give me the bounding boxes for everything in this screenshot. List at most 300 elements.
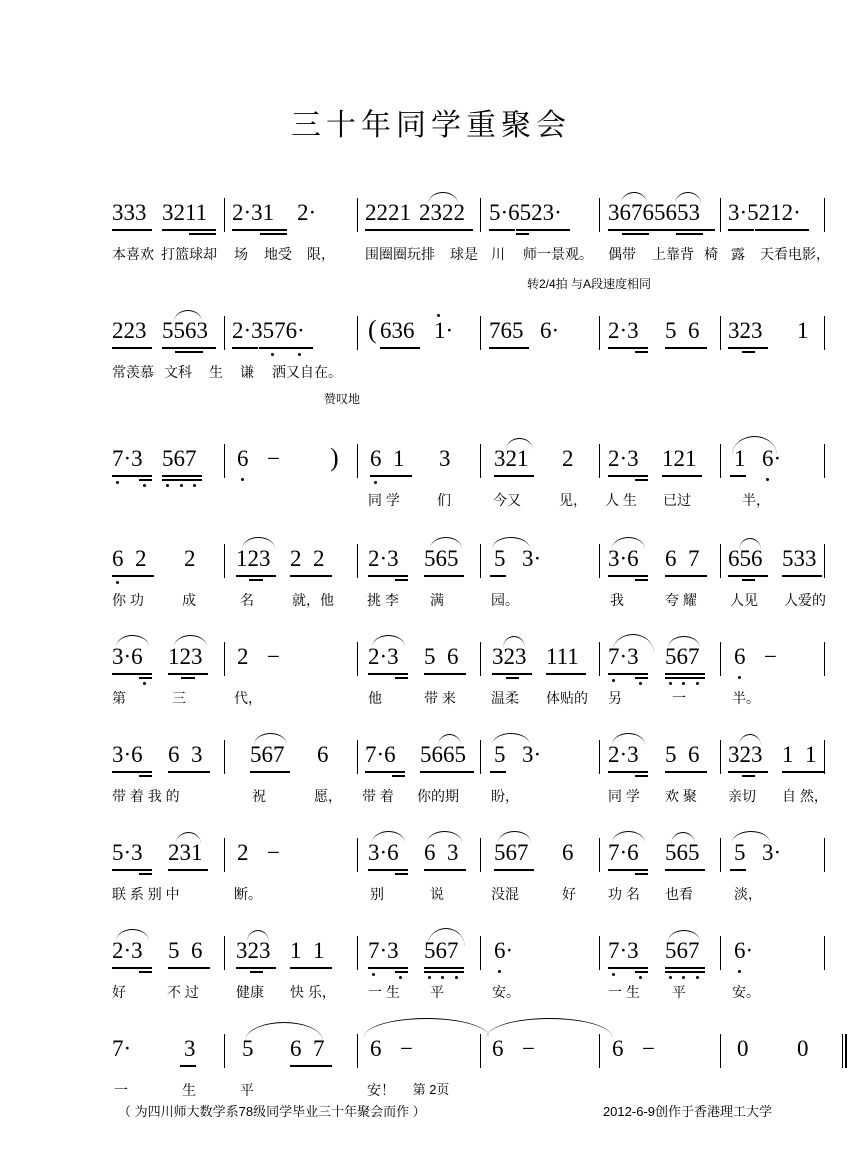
beam-line <box>635 971 648 973</box>
note-group: 2 <box>184 546 196 571</box>
octave-dot-low <box>241 478 244 481</box>
rest-note: 0 <box>797 1036 809 1061</box>
barline <box>357 198 358 232</box>
octave-dot-low <box>372 973 375 976</box>
beam-line <box>516 229 570 231</box>
lyric-syllable: 断。 <box>234 886 262 902</box>
beam-line <box>232 229 287 231</box>
note-group: 3 <box>184 1036 196 1061</box>
barline <box>720 936 721 970</box>
barline <box>720 316 721 350</box>
beam-line <box>490 575 506 577</box>
beam-line <box>181 677 195 679</box>
note-group: 567 <box>494 840 529 865</box>
barline <box>599 936 600 970</box>
lyric-syllable: 另 <box>608 690 622 706</box>
beam-line <box>175 351 203 353</box>
beam-line <box>546 673 586 675</box>
lyric-row <box>112 784 832 808</box>
barline <box>357 740 358 774</box>
beam-line <box>665 677 705 679</box>
beam-line <box>742 775 755 777</box>
beam-line <box>290 1065 332 1067</box>
lyric-syllable: 地受 <box>264 246 292 262</box>
octave-dot-low <box>193 484 196 487</box>
octave-dot-low <box>639 682 642 685</box>
lyric-syllable: 今又 <box>493 492 521 508</box>
barline <box>224 444 225 478</box>
beam-line <box>424 869 466 871</box>
beam-line <box>730 869 746 871</box>
note-group: 5 6 <box>168 938 203 963</box>
beam-line <box>665 869 705 871</box>
octave-dot-low <box>441 976 444 979</box>
note-group: 2·3 <box>608 742 639 767</box>
note-group: 565 <box>665 840 700 865</box>
beam-line <box>259 347 313 349</box>
note-group: 2·3576· <box>232 318 305 343</box>
barline <box>720 198 721 232</box>
beam-line <box>395 971 408 973</box>
beam-line <box>112 869 152 871</box>
lyric-syllable: 人 生 <box>605 492 637 508</box>
rest-note: 0 <box>737 1036 749 1061</box>
beam-line <box>368 869 408 871</box>
note-group: 6 <box>612 1036 624 1061</box>
beam-line <box>139 775 152 777</box>
barline <box>224 316 225 350</box>
note-group: 5563 <box>162 318 208 343</box>
note-group: 121 <box>662 446 697 471</box>
music-system-7 <box>112 830 782 928</box>
octave-dot-low <box>116 481 119 484</box>
note-group: 3·6 <box>112 644 143 669</box>
lyric-row <box>112 242 832 266</box>
note-group: 111 <box>546 644 579 669</box>
octave-dot-low <box>143 682 146 685</box>
barline <box>224 936 225 970</box>
beam-line <box>782 575 822 577</box>
note-group: 6· <box>494 938 514 963</box>
note-group: 2 <box>237 840 249 865</box>
barline <box>599 198 600 232</box>
barline <box>224 838 225 872</box>
octave-dot-low <box>428 976 431 979</box>
barline <box>480 838 481 872</box>
lyric-syllable: 你的期 <box>417 788 459 804</box>
octave-dot-low <box>766 478 769 481</box>
octave-dot-low <box>682 682 685 685</box>
lyric-syllable: 生 <box>209 364 223 380</box>
beam-line <box>608 673 648 675</box>
lyric-syllable: 上靠背 <box>652 246 694 262</box>
lyric-syllable: 你 功 <box>112 592 144 608</box>
barline <box>599 444 600 478</box>
note-group: 3·5212· <box>728 200 801 225</box>
barline <box>824 642 825 676</box>
lyric-syllable: 场 <box>234 246 248 262</box>
note-group: 6 <box>562 840 574 865</box>
parenthesis-close: ) <box>330 443 339 472</box>
lyric-row <box>112 686 832 710</box>
lyric-syllable: 生 <box>182 1082 196 1098</box>
barline <box>480 642 481 676</box>
dash-extender: − <box>267 446 280 471</box>
beam-line <box>139 971 152 973</box>
lyric-syllable: 偶带 <box>608 246 636 262</box>
note-group: 3·6 <box>112 742 143 767</box>
barline <box>357 936 358 970</box>
beam-line <box>112 229 152 231</box>
note-group: 2·31 <box>232 200 275 225</box>
lyric-syllable: 平 <box>430 984 444 1000</box>
lyric-syllable: 半， <box>742 492 770 508</box>
music-system-8 <box>112 928 772 1026</box>
beam-line <box>236 575 276 577</box>
beam-line <box>492 673 532 675</box>
beam-line <box>635 677 648 679</box>
note-group: 123 <box>168 644 203 669</box>
beam-line <box>424 673 466 675</box>
note-group: 6 <box>370 1036 382 1061</box>
octave-dot-low <box>498 970 501 973</box>
beam-line <box>742 579 755 581</box>
lyric-syllable: 谦 <box>240 364 254 380</box>
octave-dot-low <box>669 682 672 685</box>
octave-dot-low <box>143 484 146 487</box>
note-group: 533 <box>782 546 817 571</box>
lyric-syllable: 第 <box>112 690 126 706</box>
note-group: 567 <box>162 446 197 471</box>
octave-dot-low <box>738 970 741 973</box>
note-group: 6 1 <box>370 446 405 471</box>
lyric-syllable: 愿， <box>314 788 342 804</box>
beam-line <box>370 475 412 477</box>
barline <box>480 936 481 970</box>
note-group: 5 6 <box>424 644 459 669</box>
lyric-syllable: 园。 <box>491 592 519 608</box>
note-group: 7·6 <box>365 742 396 767</box>
lyric-syllable: 成 <box>182 592 196 608</box>
dash-extender: − <box>764 644 777 669</box>
barline <box>599 740 600 774</box>
beam-line <box>608 347 648 349</box>
note-group: 567 <box>665 644 700 669</box>
barline <box>599 642 600 676</box>
note-group: 2 <box>562 446 574 471</box>
beam-line <box>728 771 768 773</box>
beam-line <box>112 475 152 477</box>
note-group: 7·3 <box>112 446 143 471</box>
beam-line <box>168 869 208 871</box>
beam-line <box>635 351 648 353</box>
beam-line <box>494 475 534 477</box>
note-group: 323 <box>728 318 763 343</box>
note-group: 636 <box>380 318 415 343</box>
beam-line <box>420 771 474 773</box>
beam-line <box>250 771 290 773</box>
lyric-syllable: 安！ <box>367 1082 395 1098</box>
barline <box>224 642 225 676</box>
barline <box>720 838 721 872</box>
note-group: 2·3 <box>368 644 399 669</box>
barline <box>720 1034 721 1068</box>
beam-line <box>112 771 152 773</box>
barline <box>824 936 825 970</box>
beam-line <box>728 347 768 349</box>
barline <box>720 740 721 774</box>
beam-line <box>189 233 216 235</box>
beam-line <box>494 869 534 871</box>
note-group: 323 <box>236 938 271 963</box>
note-group: 1 <box>734 446 746 471</box>
lyric-syllable: 说 <box>430 886 444 902</box>
dash-extender: − <box>642 1036 655 1061</box>
beam-line <box>112 967 152 969</box>
note-group: 2221 <box>365 200 411 225</box>
beam-line <box>489 347 529 349</box>
beam-line <box>635 479 648 481</box>
beam-line <box>232 347 258 349</box>
lyric-syllable: 满 <box>430 592 444 608</box>
note-group: 6 7 <box>665 546 700 571</box>
note-group: 565 <box>424 546 459 571</box>
note-group: 6· <box>734 938 754 963</box>
note-group: 567 <box>424 938 459 963</box>
barline <box>824 740 825 774</box>
lyric-syllable: 洒又自在。 <box>272 364 342 380</box>
dash-extender: − <box>267 840 280 865</box>
note-group: 7·3 <box>608 938 639 963</box>
lyric-syllable: 同 学 <box>368 492 400 508</box>
lyric-syllable: 人爱的 <box>784 592 826 608</box>
octave-dot-low <box>696 682 699 685</box>
note-group: 3 <box>439 446 451 471</box>
beam-line <box>516 233 529 235</box>
octave-dot-low <box>669 976 672 979</box>
note-group: 3211 <box>162 200 208 225</box>
lyric-syllable: 自 然， <box>782 788 828 804</box>
beam-line <box>392 775 405 777</box>
barline <box>824 838 825 872</box>
music-system-2 <box>112 308 809 416</box>
note-group: 323 <box>728 742 763 767</box>
note-group: 1· <box>434 318 454 343</box>
music-systems <box>112 190 830 1116</box>
beam-line <box>290 967 332 969</box>
lyric-syllable: 就，他 <box>292 592 334 608</box>
lyric-syllable: 盼， <box>491 788 519 804</box>
lyric-syllable: 联 系 别 中 <box>112 886 180 902</box>
beam-line <box>162 347 216 349</box>
beam-line <box>180 1065 196 1067</box>
music-system-6 <box>112 732 828 830</box>
octave-dot-low <box>399 976 402 979</box>
octave-dot-high <box>437 314 440 317</box>
beam-line <box>424 971 464 973</box>
lyric-syllable: 亲切 <box>728 788 756 804</box>
beam-line <box>608 229 715 231</box>
octave-dot-low <box>271 353 274 356</box>
note-group: 6 <box>237 446 249 471</box>
beam-line <box>424 575 464 577</box>
lyric-syllable: 挑 李 <box>367 592 399 608</box>
note-group: 5 <box>734 840 746 865</box>
octave-dot-low <box>738 676 741 679</box>
lyric-syllable: 没混 <box>491 886 519 902</box>
lyric-syllable: 温柔 <box>491 690 519 706</box>
lyric-row <box>112 882 832 906</box>
lyric-syllable: 本喜欢 <box>112 246 154 262</box>
note-group: 1 1 <box>290 938 325 963</box>
beam-line <box>728 575 768 577</box>
beam-line <box>665 771 707 773</box>
beam-line <box>608 869 648 871</box>
lyric-syllable: 夸 耀 <box>665 592 697 608</box>
note-group: 5 <box>242 1036 254 1061</box>
note-group: 567 <box>250 742 285 767</box>
lyric-syllable: 半。 <box>732 690 760 706</box>
beam-line <box>622 233 649 235</box>
note-group: 3·6 <box>608 546 639 571</box>
note-group: 5·6523· <box>489 200 562 225</box>
note-group: 765 <box>489 318 524 343</box>
note-group: 6 <box>317 742 329 767</box>
barline <box>357 642 358 676</box>
note-group: 6· <box>540 318 560 343</box>
expression-annotation: 赞叹地 <box>324 392 361 406</box>
note-group: 123 <box>236 546 271 571</box>
barline <box>224 740 225 774</box>
beam-line <box>635 873 648 875</box>
lyric-syllable: 围圈圈玩排 <box>365 246 435 262</box>
barline <box>357 838 358 872</box>
beam-line <box>730 475 746 477</box>
lyric-syllable: 川 <box>491 246 505 262</box>
note-group: 7· <box>112 1036 132 1061</box>
lyric-syllable: 好 <box>562 886 576 902</box>
lyric-syllable: 露 <box>731 246 745 262</box>
note-group: 223 <box>112 318 147 343</box>
beam-line <box>380 347 420 349</box>
barline <box>720 544 721 578</box>
beam-line <box>112 673 152 675</box>
note-group: 3· <box>522 546 542 571</box>
note-group: 2 <box>237 644 249 669</box>
note-group: 5 <box>494 546 506 571</box>
note-group: 656 <box>728 546 763 571</box>
note-group: 6 <box>734 644 746 669</box>
barline <box>480 1034 481 1068</box>
note-group: 6 2 <box>112 546 147 571</box>
octave-dot-low <box>696 976 699 979</box>
beam-line <box>608 575 648 577</box>
note-group: 2·3 <box>112 938 143 963</box>
note-group: 5 6 <box>665 742 700 767</box>
lyric-syllable: 安。 <box>492 984 520 1000</box>
note-group: 321 <box>494 446 529 471</box>
barline <box>599 838 600 872</box>
beam-line <box>168 771 210 773</box>
lyric-syllable: 健康 <box>236 984 264 1000</box>
note-group: 1 1 <box>782 742 817 767</box>
lyric-syllable: 安。 <box>732 984 760 1000</box>
lyric-syllable: 常羡慕 <box>112 364 154 380</box>
lyric-row <box>112 588 832 612</box>
lyric-syllable: 一 <box>114 1082 128 1098</box>
octave-dot-low <box>374 481 377 484</box>
barline <box>720 444 721 478</box>
final-barline <box>842 1034 843 1068</box>
lyric-syllable: 文科 <box>164 364 192 380</box>
note-group: 7·3 <box>608 644 639 669</box>
lyric-syllable: 体贴的 <box>546 690 588 706</box>
beam-line <box>782 771 824 773</box>
beam-line <box>236 967 276 969</box>
music-system-3 <box>112 436 782 536</box>
dash-extender: − <box>267 644 280 669</box>
beam-line <box>112 575 154 577</box>
octave-dot-low <box>612 973 615 976</box>
note-group: 333 <box>112 200 147 225</box>
note-group: 2·3 <box>368 546 399 571</box>
lyric-syllable: 一 生 <box>608 984 640 1000</box>
barline <box>224 198 225 232</box>
lyric-syllable: 同 学 <box>608 788 640 804</box>
note-group: 567 <box>665 938 700 963</box>
beam-line <box>608 967 648 969</box>
lyric-row <box>112 360 832 384</box>
lyric-syllable: 代， <box>234 690 262 706</box>
note-group: 2 2 <box>290 546 325 571</box>
beam-line <box>635 579 648 581</box>
lyric-syllable: 欢 聚 <box>665 788 697 804</box>
octave-dot-low <box>116 581 119 584</box>
note-group: 3· <box>522 742 542 767</box>
composition-credit: 2012-6-9创作于香港理工大学 <box>602 1104 772 1119</box>
lyric-syllable: 淡， <box>734 886 762 902</box>
octave-dot-low <box>455 976 458 979</box>
note-group: 6 <box>492 1036 504 1061</box>
beam-line <box>506 677 519 679</box>
beam-line <box>419 229 473 231</box>
beam-line <box>249 579 263 581</box>
lyric-syllable: 祝 <box>252 788 266 804</box>
note-group: 7·3 <box>368 938 399 963</box>
lyric-syllable: 带 来 <box>424 690 456 706</box>
beam-line <box>368 673 408 675</box>
parenthesis-open: ( <box>368 315 377 344</box>
barline <box>480 316 481 350</box>
lyric-syllable: 师一景观。 <box>523 246 593 262</box>
note-group: 5 <box>494 742 506 767</box>
lyric-syllable: 他 <box>368 690 382 706</box>
beam-line <box>260 233 287 235</box>
octave-dot-low <box>180 484 183 487</box>
barline <box>599 1034 600 1068</box>
note-group: 6 3 <box>168 742 203 767</box>
beam-line <box>665 967 705 969</box>
lyric-syllable: 见， <box>559 492 587 508</box>
lyric-syllable: 平 <box>672 984 686 1000</box>
beam-line <box>665 575 707 577</box>
beam-line <box>728 229 754 231</box>
music-system-4 <box>112 536 826 634</box>
lyric-syllable: 带 着 我 的 <box>112 788 180 804</box>
lyric-syllable: 椅 <box>704 246 718 262</box>
lyric-syllable: 也看 <box>665 886 693 902</box>
beam-line <box>608 475 648 477</box>
